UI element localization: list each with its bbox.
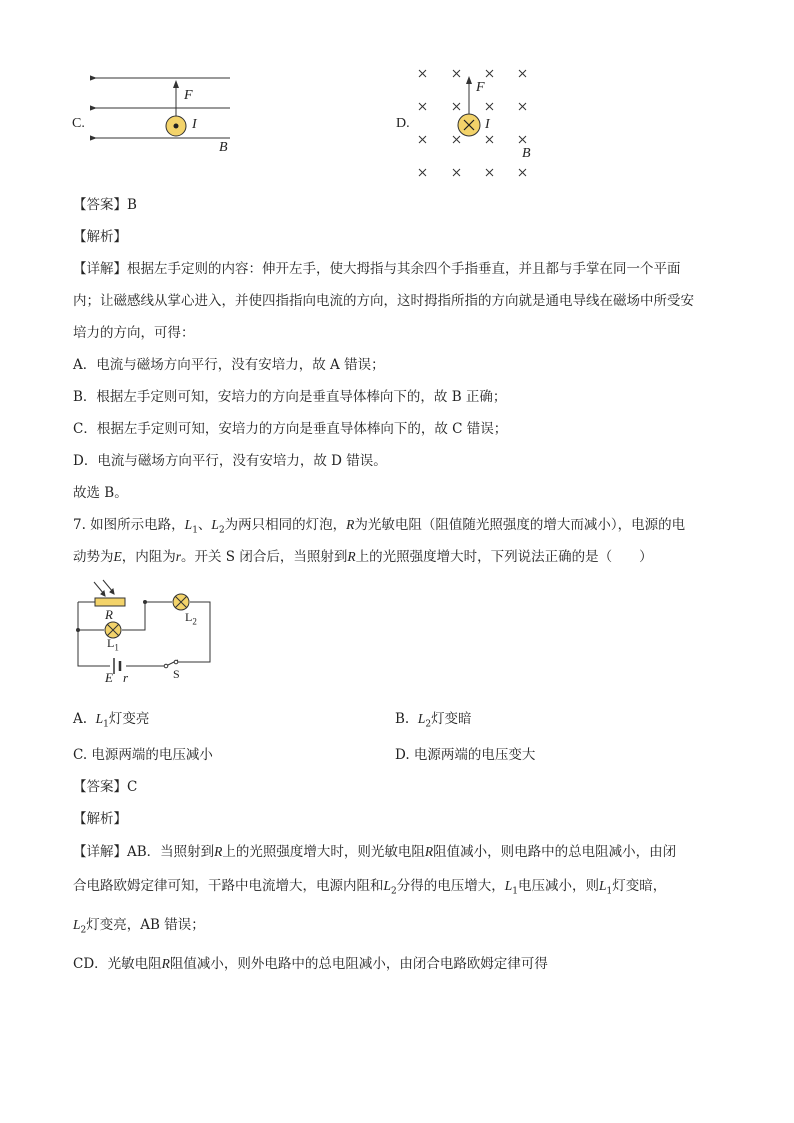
option-d-letter: D. (396, 116, 410, 131)
q7-analysis-title: 【解析】 (73, 811, 127, 827)
circuit-label-r: R (105, 607, 113, 622)
q7-detail-line-4: CD．光敏电阻R阻值减小，则外电路中的总电阻减小，由闭合电路欧姆定律可得 (73, 956, 548, 972)
q6-analysis-title: 【解析】 (73, 229, 127, 245)
q7-stem-line-1: 7. 如图所示电路，$L_1$、$L_2$为两只相同的灯泡，R为光敏电阻（阻值随光照强度的增大而减小），电源的电 (73, 517, 686, 536)
q7-option-c: C. 电源两端的电压减小 (73, 747, 213, 763)
q7-option-b: B. $L_2$灯变暗 (395, 711, 472, 730)
figure-d-force-label: F (476, 80, 485, 95)
figure-c-field-diagram (90, 70, 240, 160)
figure-d-current-label: I (485, 117, 490, 132)
q7-detail-line-1: 【详解】AB．当照射到R上的光照强度增大时，则光敏电阻R阻值减小，则电路中的总电阻减小，由闭 (73, 844, 677, 860)
light-rays-icon (94, 580, 114, 596)
q7-answer: 【答案】C (73, 779, 138, 795)
circuit-label-l1: $L_1$ (107, 636, 119, 653)
circuit-diagram (70, 578, 220, 688)
q7-detail-line-2: 合电路欧姆定律可知，干路中电流增大，电源内阻和$L_2$分得的电压增大，$L_1$电压减小，则$L_1$灯变暗， (73, 878, 667, 897)
figure-c-field-label: B (219, 140, 228, 155)
q7-stem-line-2: 动势为E，内阻为r。开关 S 闭合后，当照射到R上的光照强度增大时，下列说法正确的是（ ） (73, 549, 653, 565)
q7-detail-line-3: $L_2$灯变亮，AB 错误； (73, 917, 205, 936)
q6-detail-line: D．电流与磁场方向平行，没有安培力，故 D 错误。 (73, 453, 387, 469)
q6-answer: 【答案】B (73, 197, 137, 213)
photoresistor-icon (95, 598, 125, 606)
figure-d-field-diagram (410, 62, 540, 182)
q6-detail-line: 内；让磁感线从掌心进入，并使四指指向电流的方向，这时拇指所指的方向就是通电导线在磁场中所受安 (73, 293, 694, 309)
q6-detail-line: B．根据左手定则可知，安培力的方向是垂直导体棒向下的，故 B 正确； (73, 389, 507, 405)
circuit-label-l2: $L_2$ (185, 610, 197, 627)
q6-detail-line: 故选 B。 (73, 485, 128, 501)
figure-d-field-label: B (522, 146, 531, 161)
q6-detail-line: C．根据左手定则可知，安培力的方向是垂直导体棒向下的，故 C 错误； (73, 421, 508, 437)
option-c-letter: C. (72, 116, 85, 131)
figure-c-current-label: I (192, 117, 197, 132)
q7-option-a: A. $L_1$灯变亮 (73, 711, 150, 730)
q6-detail-line: 【详解】根据左手定则的内容：伸开左手，使大拇指与其余四个手指垂直，并且都与手掌在同一个平面 (73, 261, 681, 277)
q6-detail-line: 培力的方向，可得： (73, 325, 195, 341)
q7-option-d: D. 电源两端的电压变大 (395, 747, 536, 763)
figure-c-force-label: F (184, 88, 193, 103)
circuit-label-s: S (173, 667, 180, 681)
circuit-label-r-internal: r (123, 670, 129, 685)
q6-detail-line: A．电流与磁场方向平行，没有安培力，故 A 错误； (73, 357, 385, 373)
circuit-label-e: E (105, 670, 113, 685)
